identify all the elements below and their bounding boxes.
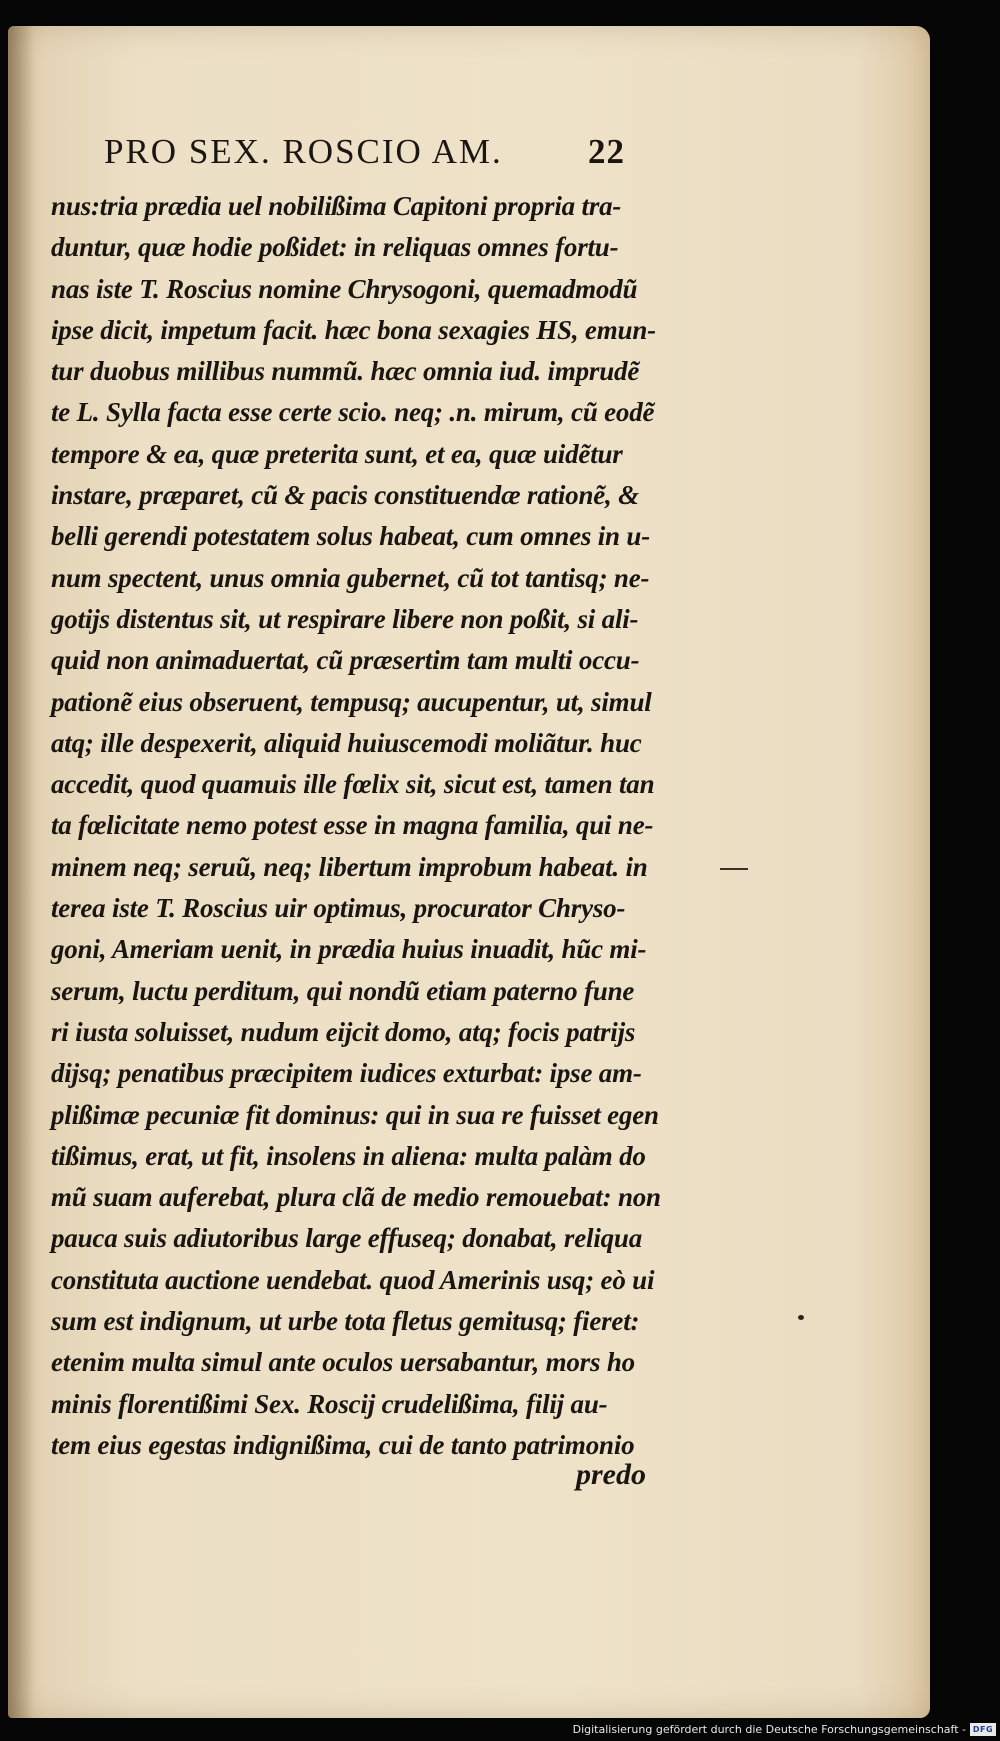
text-line: serum, luctu perditum, qui nondũ etiam paterno fune — [51, 975, 635, 1006]
text-line: goni, Ameriam uenit, in prædia huius inuadit, hũc mi- — [51, 934, 647, 965]
text-line: etenim multa simul ante oculos uersabantur, mors ho — [51, 1347, 635, 1378]
book-page — [8, 26, 930, 1718]
text-line: tempore & ea, quæ preterita sunt, et ea, quæ uidẽtur — [51, 438, 623, 469]
margin-speck — [798, 1315, 804, 1320]
text-line: gotijs distentus sit, ut respirare libere non poßit, si ali- — [51, 603, 639, 634]
text-line: mũ suam auferebat, plura clã de medio remouebat: non — [51, 1182, 661, 1213]
page-number: 22 — [588, 132, 625, 171]
text-line: te L. Sylla facta esse certe scio. neq; .n. mirum, cũ eodẽ — [51, 397, 655, 428]
running-head — [104, 132, 664, 182]
text-line: terea iste T. Roscius uir optimus, procurator Chryso- — [51, 893, 626, 924]
page-gutter-shadow — [8, 26, 34, 1718]
text-line: quid non animaduertat, cũ præsertim tam multi occu- — [51, 645, 640, 676]
text-line: num spectent, unus omnia gubernet, cũ tot tantisq; ne- — [51, 562, 650, 593]
credit-text: Digitalisierung gefördert durch die Deutsche Forschungsgemeinschaft - — [572, 1722, 966, 1736]
text-line: accedit, quod quamuis ille fœlix sit, sicut est, tamen tan — [51, 769, 655, 800]
margin-dash-mark — [720, 868, 748, 870]
text-line: minis florentißimi Sex. Roscij crudelißima, filij au- — [51, 1388, 608, 1419]
text-line: plißimæ pecuniæ fit dominus: qui in sua re fuisset egen — [51, 1099, 659, 1130]
text-line: nas iste T. Roscius nomine Chrysogoni, quemadmodũ — [51, 273, 638, 304]
catchword: predo — [576, 1458, 646, 1491]
dfg-logo: DFG — [970, 1723, 996, 1736]
text-line: ipse dicit, impetum facit. hæc bona sexagies HS, emun- — [51, 314, 656, 345]
text-line: pauca suis adiutoribus large effuseq; donabat, reliqua — [51, 1223, 643, 1254]
text-line: constituta auctione uendebat. quod Amerinis usq; eò ui — [51, 1264, 655, 1295]
text-line: duntur, quæ hodie poßidet: in reliquas omnes fortu- — [51, 232, 619, 263]
body-text — [51, 186, 711, 1466]
text-line: nus:tria prædia uel nobilißima Capitoni propria tra- — [51, 191, 622, 221]
text-line: pationẽ eius obseruent, tempusq; aucupentur, ut, simul — [51, 686, 652, 717]
running-head-title: PRO SEX. ROSCIO AM. — [104, 132, 503, 171]
text-line: tem eius egestas indignißima, cui de tanto patrimonio — [51, 1429, 635, 1460]
text-line: tißimus, erat, ut fit, insolens in aliena: multa palàm do — [51, 1140, 646, 1171]
text-line: sum est indignum, ut urbe tota fletus gemitusq; fieret: — [51, 1306, 640, 1337]
text-line: ri iusta soluisset, nudum eijcit domo, atq; focis patrijs — [51, 1016, 636, 1047]
text-line: tur duobus millibus nummũ. hæc omnia iud. imprudẽ — [51, 356, 640, 387]
digitization-credit — [573, 1720, 996, 1738]
text-line: belli gerendi potestatem solus habeat, cum omnes in u- — [51, 521, 650, 552]
text-line: instare, præparet, cũ & pacis constituendæ rationẽ, & — [51, 480, 639, 511]
text-line: ta fœlicitate nemo potest esse in magna familia, qui ne- — [51, 810, 654, 841]
text-line: dijsq; penatibus præcipitem iudices exturbat: ipse am- — [51, 1058, 642, 1089]
text-line: minem neq; seruũ, neq; libertum improbum habeat. in — [51, 851, 648, 882]
text-line: atq; ille despexerit, aliquid huiuscemodi moliãtur. huc — [51, 727, 642, 758]
